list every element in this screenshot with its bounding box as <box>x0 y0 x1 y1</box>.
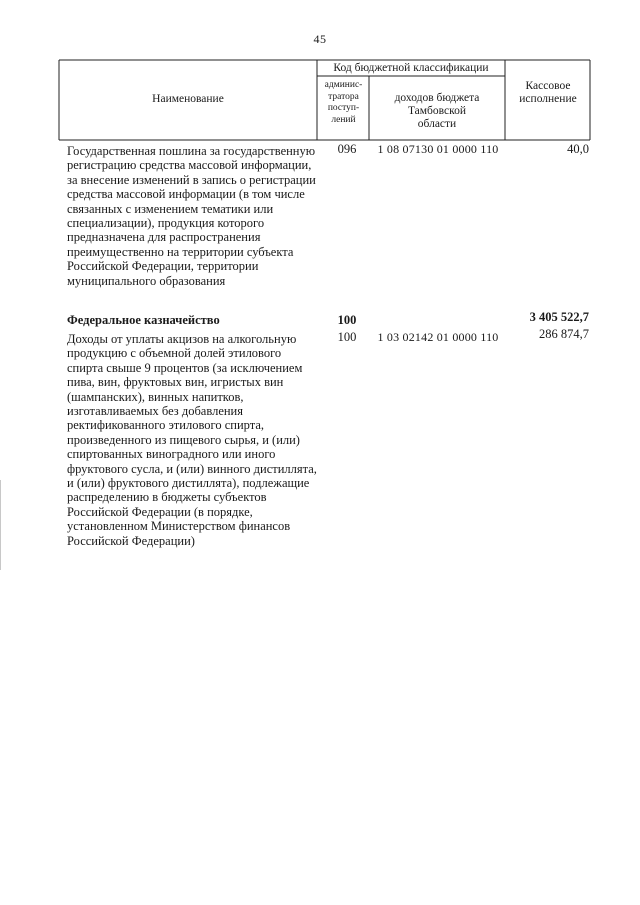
row-1-amount: 40,0 <box>567 142 589 156</box>
header-group: Код бюджетной классификации <box>333 62 489 74</box>
page-number: 45 <box>313 32 327 46</box>
row-3-name: Доходы от уплаты акцизов на алкогольную продукцию с объемной долей этилового спирта свыше 9 процентов (за исключением пива, вин, фруктовых вин, игристых вин (шампанских), винных напитков, изготавливаемых без добавления ректификованного этилового спирта, произведенного из пищевого сырья, и (или) спиртованных виноградного или иного фруктового сусла, и (или) винного дистиллята, и (или) фруктового дистиллята), подлежащие распределению в бюджеты субъектов Российской Федерации (в порядке, установленном Министерством финансов Российской Федерации) <box>67 332 317 548</box>
row-2-amount: 3 405 522,7 <box>529 310 589 324</box>
header-income: доходов бюджета Тамбовской области <box>394 92 480 130</box>
header-cash: Кассовое исполнение <box>519 80 577 105</box>
row-2-name: Федеральное казначейство <box>67 313 220 327</box>
header-admin: админис-тратора поступ-лений <box>324 80 363 125</box>
row-3-admin: 100 <box>337 330 357 344</box>
row-1-name: Государственная пошлина за государственную регистрацию средства массовой информации, за внесение изменений в запись о регистрации средства массовой информации (в том числе связанных с изменением тематики или специализации), продукция которого предназначена для распространения преимущественно на территории субъекта Российской Федерации, территории муниципального образования <box>67 144 316 288</box>
row-1-admin: 096 <box>337 142 357 156</box>
row-3-amount: 286 874,7 <box>539 327 589 341</box>
row-1-code: 1 08 07130 01 0000 110 <box>377 142 499 156</box>
scan-edge-mark <box>0 480 1 570</box>
row-2-admin: 100 <box>337 313 357 327</box>
row-3-code: 1 03 02142 01 0000 110 <box>377 330 499 344</box>
header-name: Наименование <box>152 93 224 105</box>
